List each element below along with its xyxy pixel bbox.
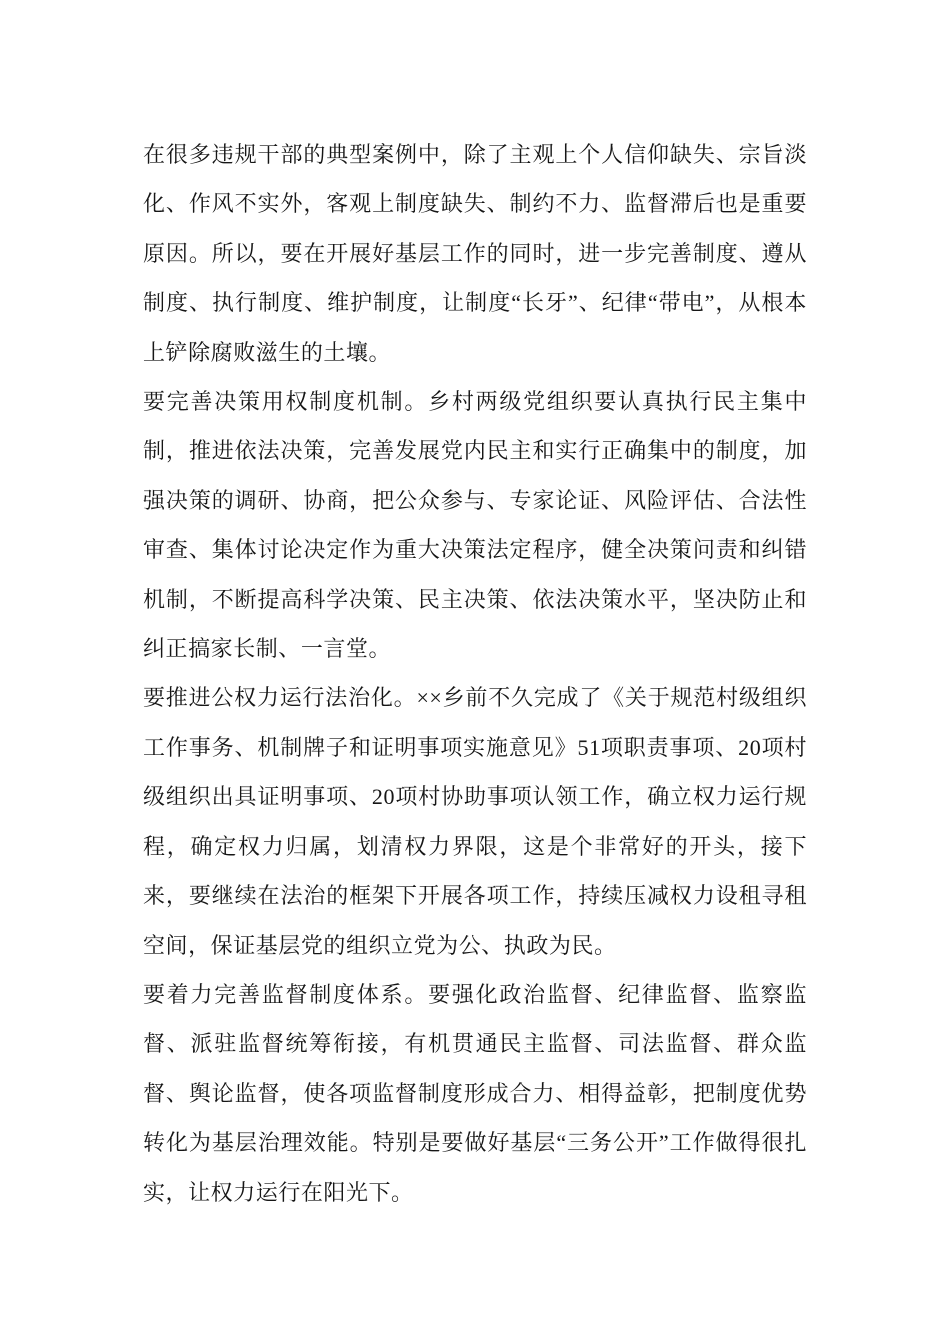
paragraph: 在很多违规干部的典型案例中，除了主观上个人信仰缺失、宗旨淡化、作风不实外，客观上制度缺失、制约不力、监督滞后也是重要原因。所以，要在开展好基层工作的同时，进一步完善制度、遵从制度、执行制度、维护制度，让制度“长牙”、纪律“带电”，从根本上铲除腐败滋生的土壤。 [143,142,807,365]
paragraph: 要推进公权力运行法治化。××乡前不久完成了《关于规范村级组织工作事务、机制牌子和证明事项实施意见》51项职责事项、20项村级组织出具证明事项、20项村协助事项认领工作，确立权力运行规程，确定权力归属，划清权力界限，这是个非常好的开头，接下来，要继续在法治的框架下开展各项工作，持续压减权力设租寻租空间，保证基层党的组织立党为公、执政为民。 [143,685,807,958]
paragraph: 要着力完善监督制度体系。要强化政治监督、纪律监督、监察监督、派驻监督统筹衔接，有机贯通民主监督、司法监督、群众监督、舆论监督，使各项监督制度形成合力、相得益彰，把制度优势转化为基层治理效能。特别是要做好基层“三务公开”工作做得很扎实，让权力运行在阳光下。 [143,981,807,1205]
document-body [143,130,807,1217]
paragraph: 要完善决策用权制度机制。乡村两级党组织要认真执行民主集中制，推进依法决策，完善发展党内民主和实行正确集中的制度，加强决策的调研、协商，把公众参与、专家论证、风险评估、合法性审查、集体讨论决定作为重大决策法定程序，健全决策问责和纠错机制，不断提高科学决策、民主决策、依法决策水平，坚决防止和纠正搞家长制、一言堂。 [143,389,807,662]
